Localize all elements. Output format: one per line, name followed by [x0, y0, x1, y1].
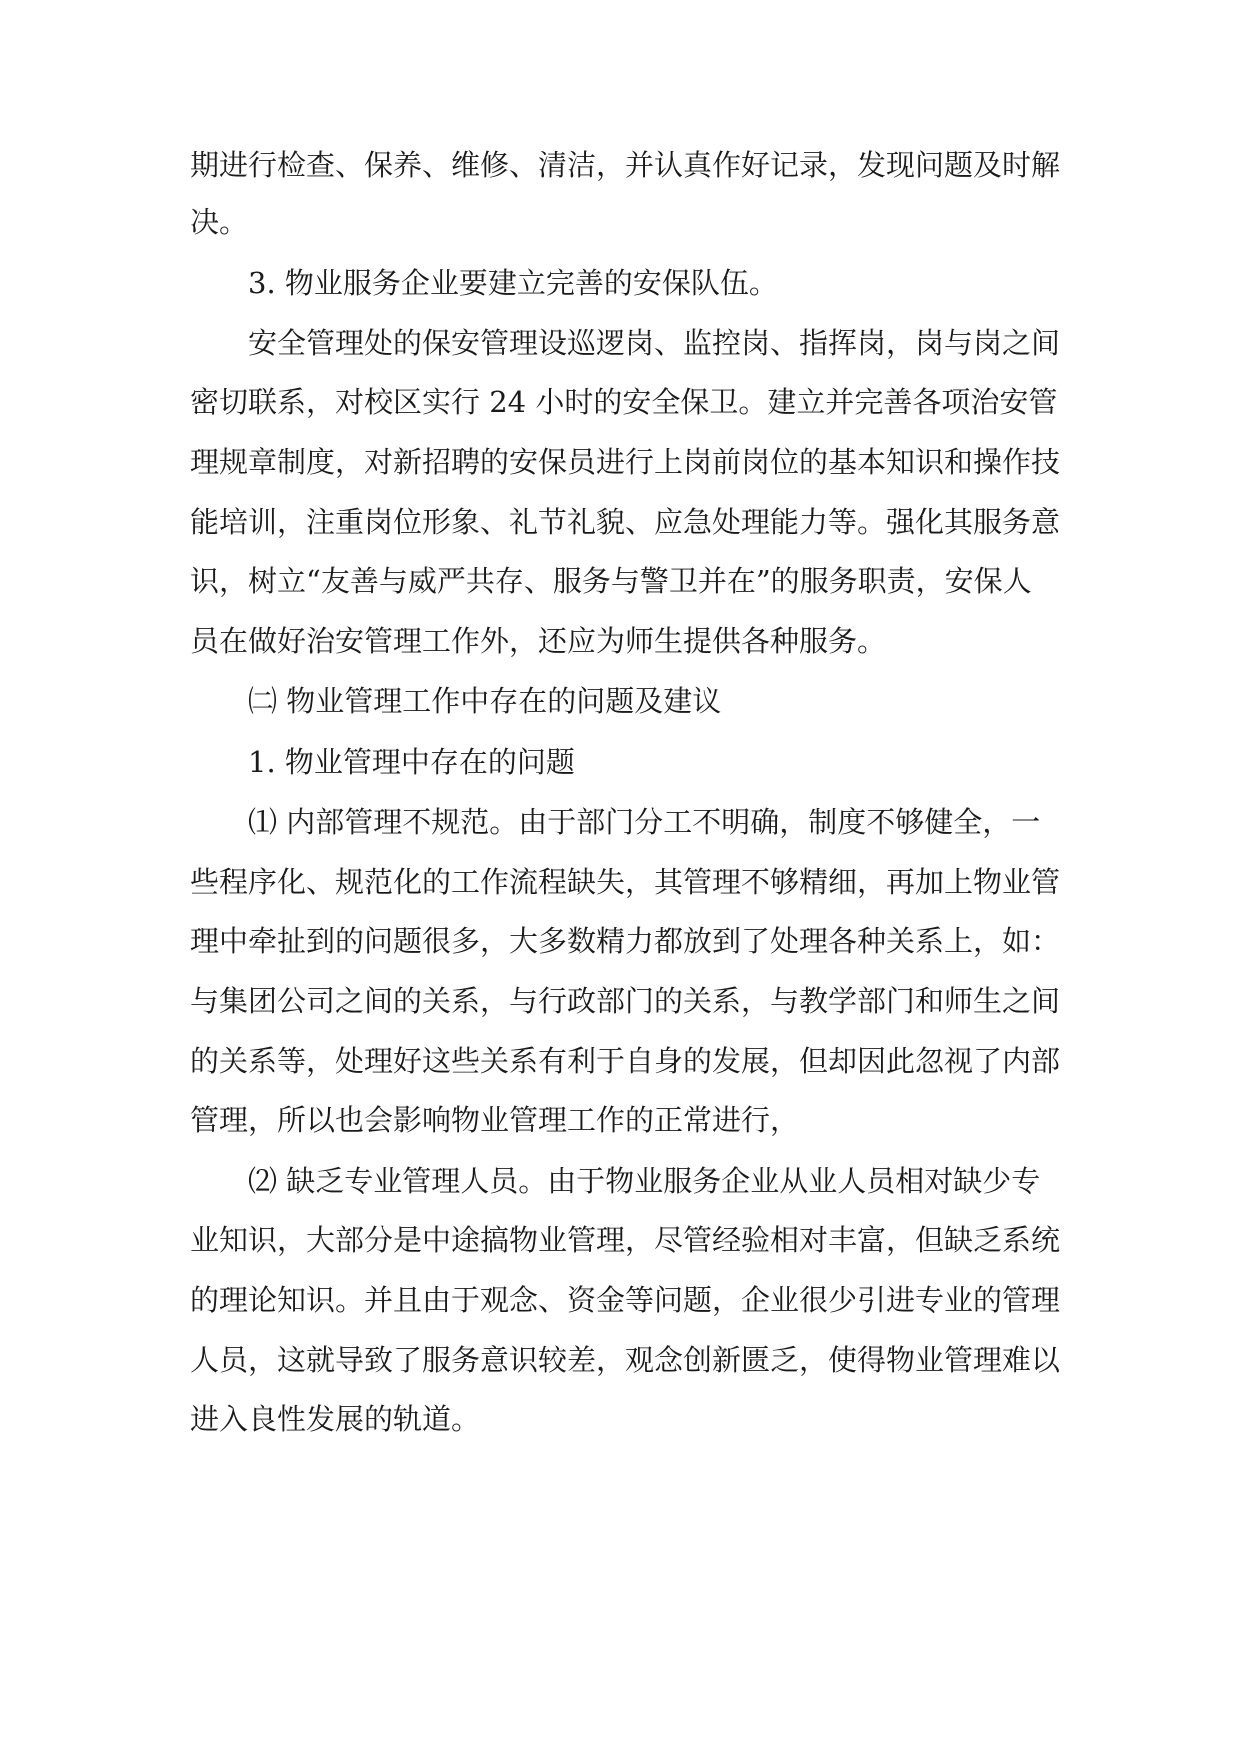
paragraph-line: 识，树立“友善与威严共存、服务与警卫并在”的服务职责，安保人 — [190, 564, 1032, 598]
paragraph-line: 的理论知识。并且由于观念、资金等问题，企业很少引进专业的管理 — [190, 1283, 1061, 1317]
paragraph-line: 密切联系，对校区实行 24 小时的安全保卫。建立并完善各项治安管 — [190, 385, 1058, 419]
paragraph-line: ⑴ 内部管理不规范。由于部门分工不明确，制度不够健全，一 — [248, 805, 1041, 839]
paragraph-line: 能培训，注重岗位形象、礼节礼貌、应急处理能力等。强化其服务意 — [190, 505, 1061, 539]
paragraph-line: 业知识，大部分是中途搞物业管理，尽管经验相对丰富，但缺乏系统 — [190, 1223, 1061, 1257]
paragraph-line: 员在做好治安管理工作外，还应为师生提供各种服务。 — [190, 624, 887, 658]
paragraph-line: 期进行检查、保养、维修、清洁，并认真作好记录，发现问题及时解 — [190, 148, 1061, 182]
paragraph-line: 理中牵扯到的问题很多，大多数精力都放到了处理各种关系上，如： — [190, 924, 1061, 958]
paragraph-line: 安全管理处的保安管理设巡逻岗、监控岗、指挥岗，岗与岗之间 — [248, 326, 1061, 360]
paragraph-line: 的关系等，处理好这些关系有利于自身的发展，但却因此忽视了内部 — [190, 1044, 1061, 1078]
paragraph-line: 与集团公司之间的关系，与行政部门的关系，与教学部门和师生之间 — [190, 984, 1061, 1018]
section-heading-2: ㈡ 物业管理工作中存在的问题及建议 — [248, 684, 722, 718]
paragraph-line: 理规章制度，对新招聘的安保员进行上岗前岗位的基本知识和操作技 — [190, 445, 1061, 479]
section-heading-3: 3. 物业服务企业要建立完善的安保队伍。 — [248, 266, 778, 300]
paragraph-line: 些程序化、规范化的工作流程缺失，其管理不够精细，再加上物业管 — [190, 865, 1061, 899]
paragraph-line: 决。 — [190, 205, 249, 239]
paragraph-line: 人员，这就导致了服务意识较差，观念创新匮乏，使得物业管理难以 — [190, 1343, 1061, 1377]
subsection-heading-1: 1. 物业管理中存在的问题 — [248, 745, 575, 779]
paragraph-line: ⑵ 缺乏专业管理人员。由于物业服务企业从业人员相对缺少专 — [248, 1164, 1041, 1198]
paragraph-line: 进入良性发展的轨道。 — [190, 1402, 481, 1436]
paragraph-line: 管理，所以也会影响物业管理工作的正常进行， — [190, 1103, 800, 1137]
